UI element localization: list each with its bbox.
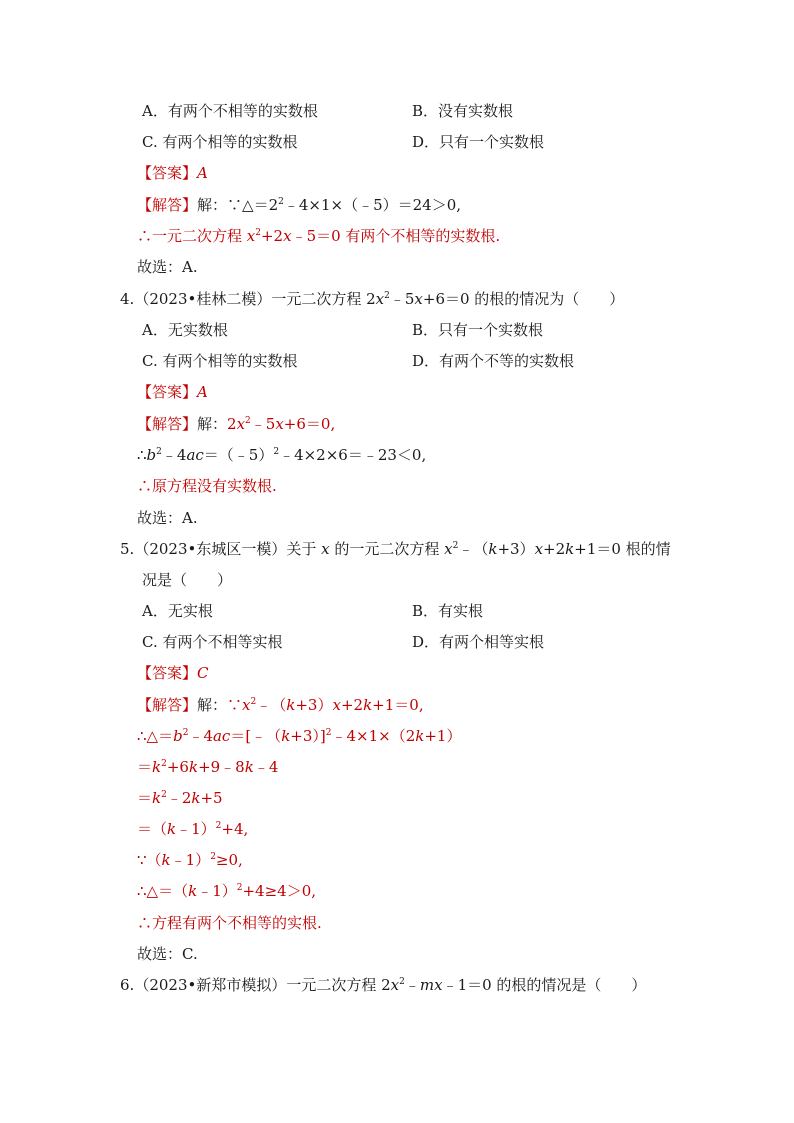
q4-option-d: D．有两个不等的实数根 [412,352,575,370]
solution-label: 【解答】 [137,696,198,714]
q5-conclusion: 故选：C. [137,945,198,963]
q3-solution-line: 【解答】解：$\because\triangle=2^2﹣4\times 1\times(﹣5)=24>0$, [137,196,462,214]
q5-step-5: ＝（k﹣1）$^2$+4, [137,820,249,838]
solution-label: 【解答】 [137,415,198,433]
q5-step-3: $=k^2+6k+9﹣8k﹣4$ [137,758,279,776]
q5-solution-line: 【解答】解：$\because x^2﹣(k+3)x+2k+1=0$, [137,696,424,714]
q5-option-a: A．无实根 [142,602,213,620]
q3-option-a: A．有两个不相等的实数根 [142,102,318,120]
answer-label: 【答案】 [137,664,198,682]
q3-conclusion: 故选：A. [137,258,198,276]
question-number: 5. [120,540,135,558]
q4-option-b: B．只有一个实数根 [412,321,544,339]
question-number: 6. [120,976,135,994]
q4-option-c: C. 有两个相等的实数根 [142,352,298,370]
q4-answer-line [137,382,208,402]
q5-option-b: B．有实根 [412,602,484,620]
q4-conclusion: 故选：A. [137,509,198,527]
q3-step-2: ∴一元二次方程 $x^2+2x﹣5=0$ 有两个不相等的实数根. [137,227,501,245]
answer-value: A [197,383,208,401]
q3-option-d: D．只有一个实数根 [412,133,545,151]
answer-value: A [197,164,208,182]
q4-step-3: ∴原方程没有实数根. [137,477,277,495]
q4-step-2: $\therefore b^2﹣4ac=(﹣5)^2﹣4\times 2\times 6=﹣23<0$, [137,446,427,464]
q4-stem: 4.（2023•桂林二模）一元二次方程 $2x^2﹣5x+6=0$ 的根的情况为（ ） [120,290,625,308]
answer-label: 【答案】 [137,164,198,182]
q3-option-b: B．没有实数根 [412,102,514,120]
q5-step-4: $=k^2﹣2k+5$ [137,789,223,807]
answer-label: 【答案】 [137,383,198,401]
q5-step-2: $\therefore\triangle=b^2﹣4ac=[﹣(k+3)]^2﹣4\times 1\times(2k+1)$ [137,727,462,745]
q5-stem-cont: 况是（ ） [142,571,233,589]
question-number: 4. [120,290,135,308]
q4-option-a: A．无实数根 [142,321,228,339]
q4-solution-line: 【解答】解：$2x^2﹣5x+6=0$, [137,415,336,433]
q5-option-c: C. 有两个不相等实根 [142,633,283,651]
answer-value: C [197,664,209,682]
solution-label: 【解答】 [137,196,198,214]
q5-answer-line [137,663,209,683]
q5-step-6: ∵（k﹣1）$^2$≥0, [137,851,243,869]
q3-option-c: C. 有两个相等的实数根 [142,133,298,151]
q5-stem: 5.（2023•东城区一模）关于 x 的一元二次方程 $x^2﹣(k+3)x+2k+1=0$ 根的情 [120,540,671,558]
q6-stem: 6.（2023•新郑市模拟）一元二次方程 $2x^2﹣mx﹣1=0$ 的根的情况是（ ） [120,976,647,994]
q5-step-7: ∴△＝（k﹣1）$^2$+4≥4＞0, [137,882,317,900]
q5-step-8: ∴方程有两个不相等的实根. [137,914,322,932]
q3-answer-line [137,163,208,183]
q5-option-d: D．有两个相等实根 [412,633,545,651]
